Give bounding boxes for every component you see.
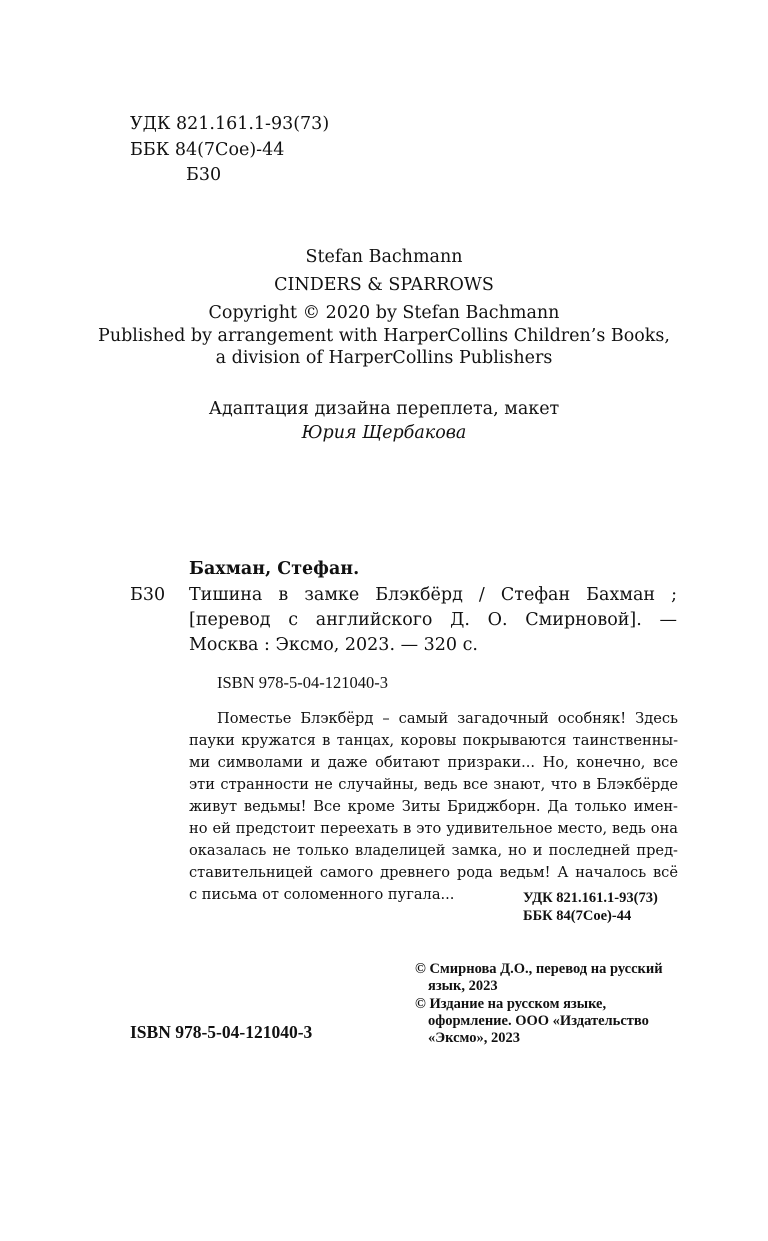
original-author: Stefan Bachmann (305, 247, 463, 267)
edition-copyright-line-2: оформление. ООО «Издательство (428, 1013, 649, 1029)
annotation-line: с письма от соломенного пугала... (189, 886, 455, 903)
translation-copyright-line-1: © Смирнова Д.О., перевод на русский (415, 961, 663, 977)
edition-copyright-line-3: «Эксмо», 2023 (428, 1030, 520, 1046)
copyright-line: Copyright © 2020 by Stefan Bachmann (208, 303, 560, 323)
bib-mark: Б30 (130, 585, 166, 605)
annotation-line: эти странности не случайны, ведь все знают, что в Блэкбёрде (189, 776, 678, 793)
annotation-line: оказалась не только владелицей замка, но и последней пред- (189, 842, 678, 859)
bib-line-1: Тишина в замке Блэкбёрд / Стефан Бахман ; (189, 585, 677, 605)
arrangement-line-1: Published by arrangement with HarperCollins Children’s Books, (98, 326, 670, 346)
author-mark: Б30 (186, 165, 222, 185)
design-credit-line: Адаптация дизайна переплета, макет (208, 399, 560, 419)
translation-copyright-line-2: язык, 2023 (428, 978, 498, 994)
edition-copyright-line-1: © Издание на русском языке, (415, 996, 607, 1012)
footer-bbk-code: ББК 84(7Сое)-44 (523, 908, 632, 924)
bib-line-3: Москва : Эксмо, 2023. — 320 с. (189, 635, 478, 655)
design-credit-name: Юрия Щербакова (301, 423, 467, 443)
annotation-line: живут ведьмы! Все кроме Зиты Бриджборн. Да только имен- (189, 798, 678, 815)
arrangement-line-2: a division of HarperCollins Publishers (215, 348, 553, 368)
annotation-line: но ей предстоит переехать в это удивительное место, ведь она (189, 820, 678, 837)
annotation-line: пауки кружатся в танцах, коровы покрываются таинственны- (189, 732, 678, 749)
udk-code: УДК 821.161.1-93(73) (130, 114, 330, 134)
annotation-line: ставительницей самого древнего рода ведьм! А началось всё (189, 864, 678, 881)
bib-heading: Бахман, Стефан. (189, 559, 360, 579)
annotation-line: ми символами и даже обитают призраки... Но, конечно, все (189, 754, 678, 771)
bib-line-2: [перевод с английского Д. О. Смирновой]. — (189, 610, 677, 630)
footer-udk-code: УДК 821.161.1-93(73) (523, 890, 658, 906)
bib-isbn: ISBN 978-5-04-121040-3 (217, 673, 388, 692)
bottom-isbn: ISBN 978-5-04-121040-3 (130, 1022, 313, 1042)
original-title: CINDERS & SPARROWS (274, 275, 494, 295)
bbk-code: ББК 84(7Сое)-44 (130, 140, 285, 160)
annotation-line: Поместье Блэкбёрд – самый загадочный особняк! Здесь (217, 710, 678, 727)
